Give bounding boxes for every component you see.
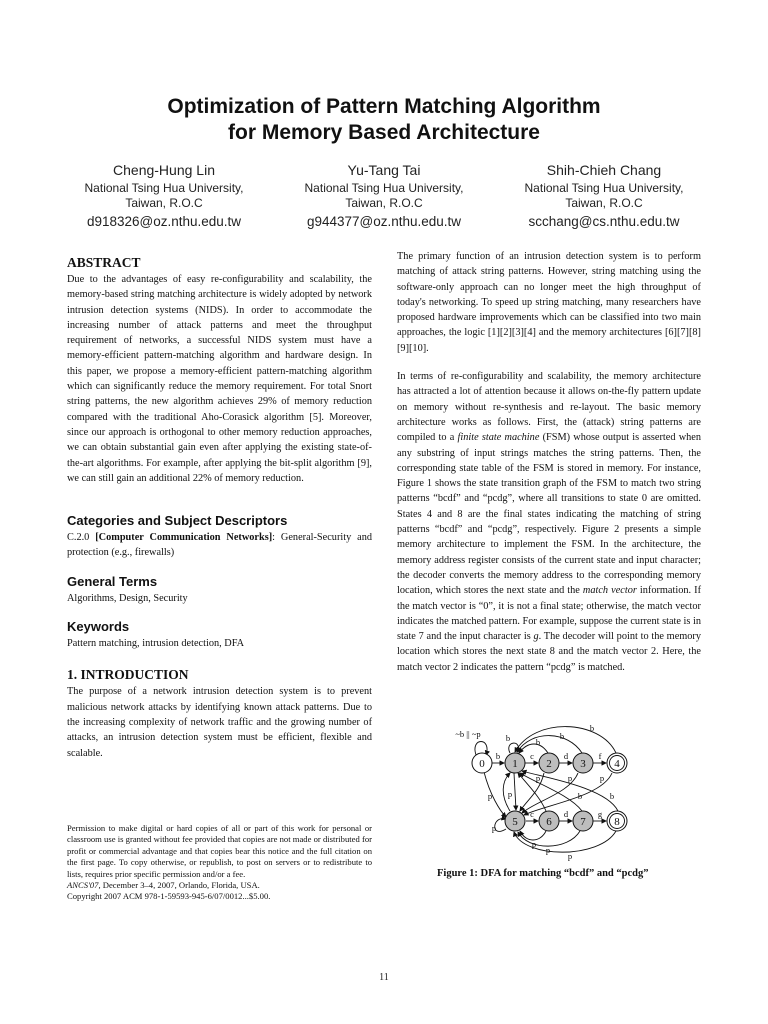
edge-label-p-6-5: p (531, 839, 537, 849)
permission-notice (67, 823, 372, 903)
author-affiliation: National Tsing Hua University, (524, 181, 684, 195)
edge-label-b-2-1: b (535, 737, 541, 747)
page-number: 11 (379, 972, 389, 983)
abstract-heading: ABSTRACT (67, 255, 141, 270)
term-input-g: g (533, 631, 539, 643)
author-email: d918326@oz.nthu.edu.tw (86, 214, 242, 229)
state-label-0: 0 (479, 758, 485, 770)
term-match-vector: match vector (582, 585, 637, 597)
edge-label-d-2-3: d (563, 751, 569, 761)
body-paragraph-2 (397, 369, 701, 675)
author-block-1 (49, 162, 279, 230)
para2-text-a: In terms of re-configurability and scalability, the memory architecture has attracted a lot of attention because it allows on-the-fly pattern update on memory without re-synthesis and re-layout. The basic memory architecture works as follows. First, the (attack) string patterns are compiled to a (397, 371, 701, 444)
edge-1-5-p (514, 773, 516, 810)
edge-label-p-5-self: p (491, 823, 497, 833)
general-terms-text: Algorithms, Design, Security (67, 592, 188, 604)
author-block-2 (269, 162, 499, 230)
state-label-1: 1 (512, 758, 518, 770)
categories-heading: Categories and Subject Descriptors (67, 513, 288, 529)
introduction-text: The purpose of a network intrusion detection system is to prevent malicious network attacks by identifying known attack patterns. Due to the increasing complexity of network traffic and the growing number of attacks, an intrusion detection system must be efficient, flexible and scalable. (67, 686, 372, 759)
self-loop-label: ~b || ~p (455, 729, 481, 739)
dfa-figure (440, 715, 650, 865)
edge-label-g-7-8: g (597, 809, 603, 819)
edge-label-p-2: p (535, 773, 541, 783)
author-block-3 (489, 162, 719, 230)
edge-label-d-6-7: d (563, 809, 569, 819)
term-finite-state-machine: finite state machine (457, 432, 540, 444)
para2-text-c: information. If the match vector is “0”, it is not a final state; otherwise, the match vector indicates the matched pattern. For example, suppose the current state is in state 7 and the input character is (397, 585, 701, 643)
author-country: Taiwan, R.O.C (125, 196, 203, 210)
edge-8-5-p (514, 831, 616, 852)
author-name: Shih-Chieh Chang (546, 162, 662, 178)
author-email: g944377@oz.nthu.edu.tw (306, 214, 462, 229)
edge-label-c-5-6: c (530, 809, 534, 819)
title-line-2: for Memory Based Architecture (228, 121, 540, 144)
state-label-6: 6 (546, 816, 552, 828)
copyright-line: Copyright 2007 ACM 978-1-59593-945-6/07/0012...$5.00. (67, 891, 271, 902)
state-label-5: 5 (512, 816, 518, 828)
edge-label-b-8: b (609, 791, 615, 801)
author-affiliation: National Tsing Hua University, (84, 181, 244, 195)
state-label-4: 4 (614, 758, 620, 770)
figure-caption: Figure 1: DFA for matching “bcdf” and “pcdg” (437, 868, 649, 879)
edge-label-b-0-1: b (495, 751, 501, 761)
para2-text-d: . The decoder will point to the memory location which stores the next state 8 and the match vector 2. Here, the match vector 2 indicates the pattern “pcdg” is matched. (397, 631, 701, 673)
edge-label-p-3: p (567, 773, 573, 783)
keywords-heading: Keywords (67, 619, 130, 635)
right-column (397, 249, 701, 675)
edge-label-f-3-4: f (598, 751, 602, 761)
author-name: Yu-Tang Tai (347, 162, 421, 178)
categories-code: C.2.0 (67, 532, 90, 544)
paper-title (0, 94, 768, 146)
author-email: scchang@cs.nthu.edu.tw (528, 214, 680, 229)
edge-label-p-7-5: p (545, 845, 551, 855)
general-terms-heading: General Terms (67, 573, 158, 589)
state-label-8: 8 (614, 816, 620, 828)
keywords-text: Pattern matching, intrusion detection, DFA (67, 638, 245, 650)
left-column (67, 254, 372, 761)
introduction-heading: 1. INTRODUCTION (67, 667, 189, 683)
edge-label-p-4: p (599, 773, 605, 783)
body-paragraph-1: The primary function of an intrusion detection system is to perform matching of attack string patterns. However, string matching using the software-only approach can no longer meet the high throughput of today's networking. To speed up string matching, many researchers have proposed hardware improvements which can be classified into two main approaches, the logic [1][2][3][4] and the memory architectures [6][7][8][9][10]. (397, 251, 701, 354)
edge-label-b-1-self: b (505, 733, 511, 743)
venue-name: ANCS'07 (67, 880, 99, 891)
edge-label-b-3-1: b (559, 731, 565, 741)
author-name: Cheng-Hung Lin (113, 162, 215, 178)
edge-label-c-1-2: c (530, 751, 534, 761)
categories-text (67, 530, 372, 561)
venue-line (67, 880, 372, 891)
edge-label-p-0: p (487, 791, 493, 801)
author-country: Taiwan, R.O.C (565, 196, 643, 210)
state-label-2: 2 (546, 758, 552, 770)
venue-details: , December 3–4, 2007, Orlando, Florida, USA. (98, 880, 260, 891)
edge-self-loop-5 (495, 819, 506, 832)
abstract-text: Due to the advantages of easy re-configurability and scalability, the memory-based string matching architecture is widely adopted by network intrusion detection systems (NIDS). In order to accommodate the increasing number of attack patterns and meet the throughput requirement of networks, a successful NIDS system must have a memory-efficient pattern-matching algorithm and hardware design. In this paper, we propose a memory-efficient pattern-matching algorithm which can significantly reduce the memory requirement. For total Snort string patterns, the new algorithm achieves 29% of memory reduction compared with the traditional Aho-Corasick algorithm [5]. Moreover, since our approach is orthogonal to other memory reduction approaches, we can obtain substantial gain even after applying the existing state-of-the-art algorithms. For example, after applying the bit-split algorithm [9], we can still gain an additional 22% of memory reduction. (67, 274, 372, 484)
edge-label-p-1-5: p (507, 789, 513, 799)
edge-2-5-p (520, 773, 544, 811)
categories-bold: [Computer Communication Networks] (95, 532, 273, 544)
edge-label-p-8-5: p (567, 851, 573, 861)
edge-label-b-4-1: b (589, 723, 595, 733)
title-line-1: Optimization of Pattern Matching Algorithm (167, 95, 601, 118)
author-country: Taiwan, R.O.C (345, 196, 423, 210)
state-label-7: 7 (580, 816, 586, 828)
edge-label-b-7: b (577, 791, 583, 801)
permission-text: Permission to make digital or hard copies of all or part of this work for personal or classroom use is granted without fee provided that copies are not made or distributed for profit or commercial advantage and that copies bear this notice and the full citation on the first page. To copy otherwise, or republish, to post on servers or to redistribute to lists, requires prior specific permission and/or a fee. (67, 823, 372, 879)
edge-6-1-b (518, 773, 546, 811)
para2-text-b: (FSM) whose output is asserted when any substring of input strings matches the string patterns. Then, the corresponding state table of the FSM is stored in memory. For instance, Figure 1 shows the state transition graph of the FSM to match two string patterns “bcdf” and “pcdg”, where all transitions to state 0 are omitted. States 4 and 8 are the final states indicating the matching of string patterns “bcdf” and “pcdg”, respectively. Figure 2 presents a simple memory architecture to implement the FSM. In the architecture, the memory address register consists of the current state and input character; the decoder converts the memory address to the corresponding memory location, which stores the next state and the (397, 432, 702, 597)
author-affiliation: National Tsing Hua University, (304, 181, 464, 195)
state-label-3: 3 (580, 758, 586, 770)
categories-rest: : General-Security and protection (e.g., firewalls) (67, 532, 373, 559)
